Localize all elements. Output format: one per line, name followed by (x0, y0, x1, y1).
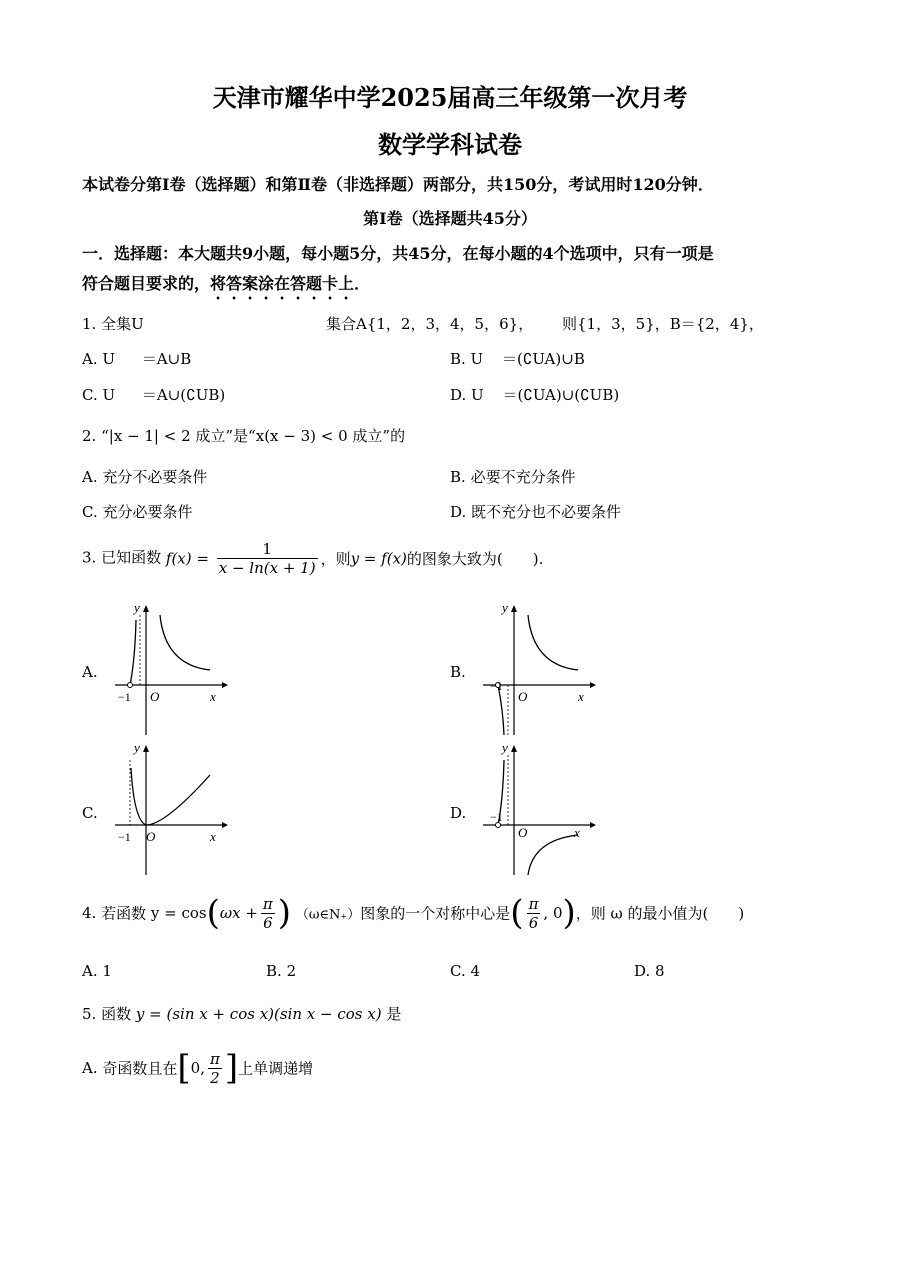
q3-stem-d: 的图象大致为( ). (406, 550, 544, 568)
option-label: C. (82, 503, 98, 521)
y-axis-arrow (143, 605, 149, 612)
q4-num: 4. (82, 904, 97, 922)
option-label: D. (634, 962, 651, 980)
q1-stem-a: 全集U (101, 315, 144, 333)
curve-right (160, 615, 210, 670)
q3-option-a-label[interactable]: A. (82, 663, 98, 681)
q4-fraction (261, 895, 275, 932)
q4-option-b[interactable] (266, 962, 296, 980)
x-axis-arrow (590, 822, 596, 828)
q5-interval-a: 0, (190, 1059, 205, 1077)
origin-label: O (146, 829, 156, 844)
q1-stem-cont (326, 313, 533, 334)
curve (131, 768, 210, 825)
option-label: A. (82, 1059, 98, 1077)
q5-stem-a: 函数 (101, 1005, 132, 1023)
x-axis-arrow (222, 822, 228, 828)
option-label: B. (266, 962, 282, 980)
option-text: ＝(∁UA)∪B (501, 350, 585, 368)
part1-title: 第Ⅰ卷（选择题共45分） (363, 209, 537, 228)
option-text: ＝A∪(∁UB) (141, 386, 226, 404)
paren-close2: ) (562, 893, 576, 933)
q5-pi: π (209, 1049, 220, 1068)
bracket-close: ] (224, 1048, 239, 1088)
q1-stem-b: 集合A (326, 315, 367, 333)
q1-option-b[interactable] (450, 348, 585, 369)
option-label: D. (450, 503, 467, 521)
option-text: 4 (470, 962, 481, 980)
q3-func: f(x) = (165, 549, 209, 568)
q2-option-c[interactable] (82, 501, 193, 522)
section1-line2 (82, 271, 370, 303)
option-text: 2 (286, 962, 297, 980)
q4-six: 6 (263, 913, 273, 932)
q4-cond: （ω∈N₊） (295, 907, 361, 923)
y-label: y (134, 740, 140, 755)
option-label: B. (450, 468, 466, 486)
origin-label: O (518, 825, 528, 840)
origin-label: O (150, 689, 160, 704)
q4-option-c[interactable] (450, 962, 480, 980)
bracket-open: [ (177, 1048, 191, 1088)
q1-stem-e: {1，3，5}，B＝{2，4}， (577, 315, 764, 333)
q4-inner: ωx + (219, 904, 258, 922)
q5-opt-a-text: 奇函数且在 (102, 1059, 178, 1078)
paren-open: ( (206, 893, 220, 933)
option-label: C. (450, 962, 466, 980)
y-label: y (502, 600, 508, 615)
q3-graph-d[interactable] (478, 740, 598, 880)
q5-stem-b: 是 (386, 1005, 402, 1023)
q4-pi: π (262, 894, 273, 913)
curve-left (130, 620, 136, 685)
q3-stem-a: 已知函数 (101, 548, 162, 567)
x-label: x (574, 825, 580, 840)
y-label: y (502, 740, 508, 755)
y-label: y (134, 600, 140, 615)
section1-line1: 一．选择题：本大题共9小题，每小题5分，共45分，在每小题的4个选项中，只有一项是 (82, 244, 714, 263)
q4-center-fraction (527, 895, 541, 932)
q3-graph-c[interactable] (110, 740, 230, 880)
q2-stem (82, 425, 405, 446)
minus-one-label: −1 (118, 690, 131, 704)
q4-zero: , 0 (543, 904, 563, 922)
exam-title: 天津市耀华中学2025届高三年级第一次月考 (212, 83, 688, 112)
option-label: A. U (82, 350, 116, 368)
q3-numerator: 1 (217, 540, 318, 559)
section1-line2-c: ． (354, 274, 371, 293)
q5-num: 5. (82, 1005, 97, 1023)
q4-stem-a: 若函数 (101, 904, 147, 923)
option-text: 充分必要条件 (102, 503, 193, 521)
q3-option-b-label[interactable]: B. (450, 663, 466, 681)
y-axis-arrow (511, 605, 517, 612)
section1-emphasis: 将答案涂在答题卡上 (210, 274, 355, 293)
x-label: x (210, 829, 216, 844)
option-label: A. (82, 962, 98, 980)
curve-right (528, 615, 578, 670)
q3-stem-c: y = f(x) (350, 549, 407, 568)
option-text: 充分不必要条件 (102, 468, 208, 486)
open-point (128, 683, 133, 688)
section1-line2-a: 符合题目要求的， (82, 274, 211, 293)
q1-option-a[interactable] (82, 348, 191, 369)
option-text: 必要不充分条件 (470, 468, 576, 486)
q2-option-a[interactable] (82, 466, 207, 487)
q4-stem (82, 893, 744, 933)
q4-y: y = cos (150, 904, 207, 922)
q3-num: 3. (82, 548, 97, 567)
q4-option-a[interactable] (82, 962, 112, 980)
y-axis-arrow (511, 745, 517, 752)
q1-stem (82, 313, 144, 334)
option-text: 8 (655, 962, 665, 980)
option-label: C. U (82, 386, 116, 404)
option-label: B. U (450, 350, 484, 368)
q2-option-b[interactable] (450, 466, 576, 487)
paren-open2: ( (510, 893, 524, 933)
q5-opt-a-text-b: 上单调递增 (238, 1059, 314, 1078)
q5-stem (82, 1003, 401, 1024)
q5-two: 2 (210, 1068, 220, 1087)
q3-stem (82, 540, 543, 577)
option-text: 既不充分也不必要条件 (471, 503, 622, 521)
option-label: A. (82, 468, 98, 486)
q3-fraction (217, 540, 318, 577)
q1-option-c[interactable] (82, 384, 225, 405)
q3-graph-b[interactable] (478, 600, 598, 740)
option-text: ＝(∁UA)∪(∁UB) (502, 386, 620, 404)
q4-stem-c: ，则 ω 的最小值为( ) (575, 904, 745, 923)
q4-center-pi: π (528, 894, 539, 913)
option-text: ＝A∪B (141, 350, 192, 368)
q1-option-d[interactable] (450, 384, 619, 405)
q5-interval-fraction (208, 1050, 222, 1087)
q1-stem-d: 则 (562, 315, 578, 333)
q4-option-d[interactable] (634, 962, 665, 980)
q3-stem-b: ，则 (320, 550, 351, 568)
q2-option-d[interactable] (450, 501, 621, 522)
q5-expr: y = (sin x + cos x)(sin x − cos x) (135, 1005, 382, 1023)
q5-option-a[interactable] (82, 1048, 313, 1088)
x-axis-arrow (222, 682, 228, 688)
q3-denominator: x − ln(x + 1) (218, 559, 316, 577)
minus-one-label: −1 (490, 810, 503, 824)
q3-graph-a[interactable] (110, 600, 230, 740)
x-label: x (578, 689, 584, 704)
q4-stem-b: 图象的一个对称中心是 (360, 904, 511, 923)
option-label: D. U (450, 386, 484, 404)
q3-option-d-label[interactable]: D. (450, 804, 467, 822)
paren-close: ) (277, 893, 292, 933)
x-axis-arrow (590, 682, 596, 688)
y-axis-arrow (143, 745, 149, 752)
q1-stem-c: {1，2，3，4，5，6}， (366, 315, 534, 333)
q2-stem-text: “|x − 1| < 2 成立”是“x(x − 3) < 0 成立”的 (101, 427, 406, 445)
q1-num: 1. (82, 315, 97, 333)
minus-one-label: −1 (490, 679, 503, 693)
exam-subtitle: 数学学科试卷 (378, 130, 522, 159)
q4-center-six: 6 (528, 913, 539, 932)
q1-stem-cont2 (562, 313, 764, 334)
option-text: 1 (102, 962, 112, 980)
q3-option-c-label[interactable]: C. (82, 804, 98, 822)
minus-one-label: −1 (118, 830, 131, 844)
x-label: x (210, 689, 216, 704)
intro-text: 本试卷分第Ⅰ卷（选择题）和第Ⅱ卷（非选择题）两部分，共150分，考试用时120分钟． (82, 175, 714, 194)
curve-right (528, 835, 578, 875)
q2-num: 2. (82, 427, 97, 445)
origin-label: O (518, 689, 528, 704)
